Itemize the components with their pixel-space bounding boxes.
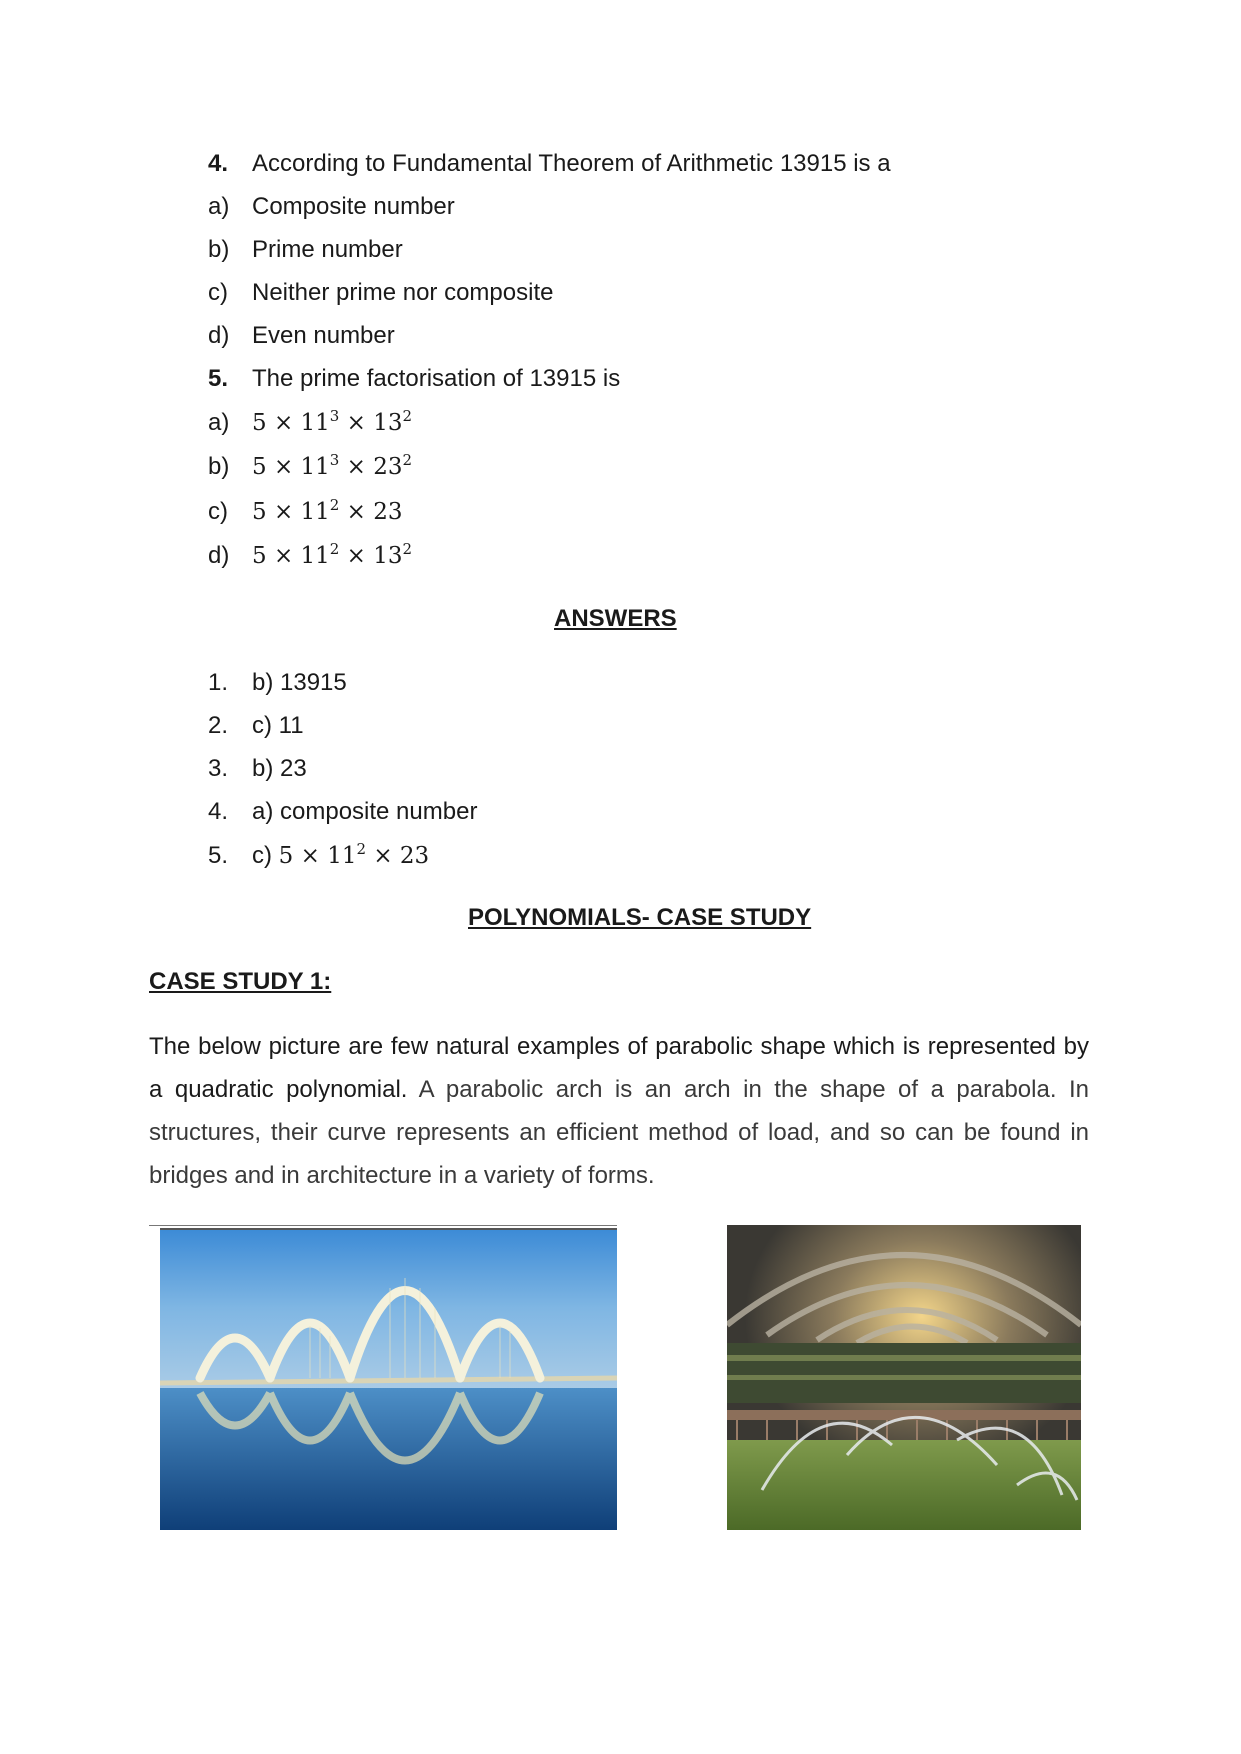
divider-line	[149, 1225, 617, 1226]
q4-option-c-marker: c)	[208, 279, 228, 306]
question-5-number: 5.	[208, 365, 229, 392]
answers-heading: ANSWERS	[554, 605, 677, 632]
q4-option-a-text: Composite number	[252, 193, 455, 220]
answer-1-number: 1.	[208, 669, 229, 696]
question-5-text: The prime factorisation of 13915 is	[252, 365, 621, 392]
q5-option-b-marker: b)	[208, 453, 230, 480]
q4-option-d-marker: d)	[208, 322, 230, 349]
fountain-arches-photo	[727, 1225, 1081, 1530]
q5-option-c-expression: $5 \times 11^2 \times 23$	[252, 496, 403, 525]
question-4-number: 4.	[208, 150, 229, 177]
q4-option-c-text: Neither prime nor composite	[252, 279, 554, 306]
case-study-heading: CASE STUDY 1:	[149, 968, 332, 995]
question-4-text: According to Fundamental Theorem of Arithmetic 13915 is a	[252, 150, 891, 177]
case-study-paragraph: The below picture are few natural examples of parabolic shape which is represented by a quadratic polynomial. A parabolic arch is an arch in the shape of a parabola. In structures, their curve represents an efficient method of load, and so can be found in bridges and in architecture in a variety of forms.	[149, 1033, 1090, 1189]
answer-2-number: 2.	[208, 712, 229, 739]
answer-5-text: c) $5 \times 11^2 \times 23$	[252, 840, 430, 869]
q4-option-a-marker: a)	[208, 193, 230, 220]
q5-option-c-marker: c)	[208, 498, 228, 525]
answer-4-text: a) composite number	[252, 798, 478, 825]
q5-option-d-marker: d)	[208, 542, 230, 569]
q5-option-d-expression: $5 \times 11^2 \times 13^2$	[252, 540, 413, 569]
answer-1-text: b) 13915	[252, 669, 347, 696]
answer-3-text: b) 23	[252, 755, 307, 782]
q4-option-b-marker: b)	[208, 236, 230, 263]
polynomials-section-heading: POLYNOMIALS- CASE STUDY	[468, 904, 812, 931]
q4-option-b-text: Prime number	[252, 236, 403, 263]
arch-bridge-photo	[160, 1228, 617, 1530]
q5-option-a-expression: $5 \times 11^3 \times 13^2$	[252, 407, 413, 436]
answer-4-number: 4.	[208, 798, 229, 825]
q5-option-a-marker: a)	[208, 409, 230, 436]
answer-3-number: 3.	[208, 755, 229, 782]
q4-option-d-text: Even number	[252, 322, 395, 349]
answer-2-text: c) 11	[252, 712, 304, 739]
q5-option-b-expression: $5 \times 11^3 \times 23^2$	[252, 451, 413, 480]
answer-5-number: 5.	[208, 842, 229, 869]
